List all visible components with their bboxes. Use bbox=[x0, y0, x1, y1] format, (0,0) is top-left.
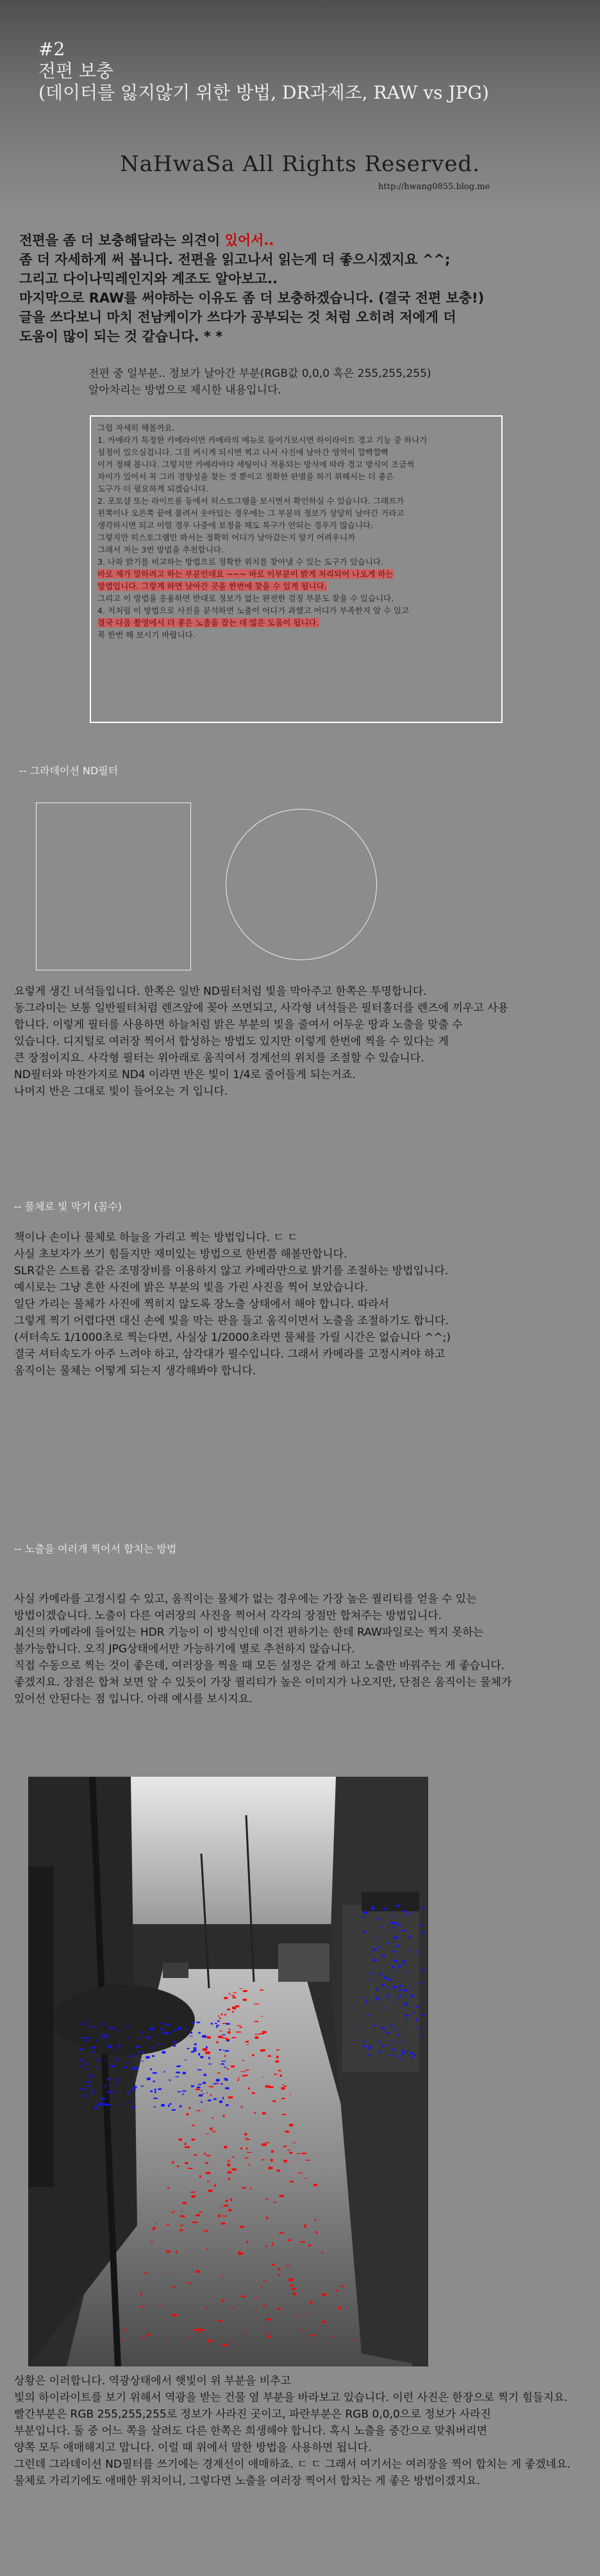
intro-line-5: 글을 쓰다보니 마치 전남케이가 쓰다가 공부되는 것 처럼 오히려 저에게 더 bbox=[19, 310, 456, 325]
header-band bbox=[0, 0, 600, 212]
watermark-brand: NaHwaSa All Rights Reserved. bbox=[119, 151, 481, 177]
block-light-paragraph bbox=[14, 1229, 585, 1379]
quote-line-18: 꼭 한번 해 보시기 바랍니다. bbox=[97, 630, 196, 640]
quote-line-2: 1. 카메라가 특정한 카메라이면 카메라의 메뉴로 들어가보시면 하이라이트 경고 기능 중 하나가 bbox=[97, 435, 428, 445]
after-para-line-6: 그런데 그라데이션 ND필터를 쓰기에는 경계선이 애매하죠. ㄷ ㄷ 그래서 여기서는 여러장을 찍어 합치는 게 좋겠네요. bbox=[14, 2458, 571, 2471]
quote-line-12: 3. 나와 밝기를 비교하는 방법으로 정확한 위치를 찾아낼 수 있는 도구가 있습니다. bbox=[97, 557, 384, 567]
bracket-para-line-2: 방법이겠습니다. 노출이 다른 여러장의 사진을 찍어서 각각의 장점만 합쳐주는 방법입니다. bbox=[14, 1609, 442, 1622]
section-title-bracketing: -- 노출을 여러개 찍어서 합치는 방법 bbox=[14, 1543, 177, 1555]
quote-line-13 bbox=[97, 568, 495, 580]
highlighted-text: 결국 다음 촬영에서 더 좋은 노출을 잡는 데 많은 도움이 됩니다. bbox=[97, 618, 319, 627]
nd-para-line-4: 있습니다. 디지털로 여러장 찍어서 합성하는 방법도 있지만 이렇게 한번에 찍을 수 있다는 게 bbox=[14, 1035, 449, 1048]
block-para-line-2: 사실 초보자가 쓰기 힘들지만 재미있는 방법으로 한번쯤 해볼만합니다. bbox=[14, 1248, 347, 1261]
after-para-line-1: 상황은 이러합니다. 역광상태에서 햇빛이 위 부분을 비추고 bbox=[14, 2375, 291, 2388]
nd-para-line-2: 동그라미는 보통 일반필터처럼 렌즈앞에 꽂아 쓰면되고, 사각형 녀석들은 필터홀더를 렌즈에 끼우고 사용 bbox=[14, 1002, 508, 1015]
quote-line-5: 차이가 있어서 꼭 그러 경향성을 찾는 것 뿐이고 정확한 판별을 하기 위해서는 더 좋은 bbox=[97, 472, 394, 481]
highlighted-text: 바로 제가 말하려고 하는 부분인데요 ~~~ 바로 이부분이 밝게 처리되어 나오게 하는 bbox=[97, 569, 394, 579]
quote-line-1: 그럼 자세히 해볼까요. bbox=[97, 423, 175, 433]
after-para-line-7: 물체로 가리기에도 애매한 위치이니, 그렇다면 노출을 여러장 찍어서 합치는 게 좋은 방법이겠지요. bbox=[14, 2475, 481, 2488]
block-para-line-3: SLR같은 스트롭 같은 조명장비를 이용하지 않고 카메라만으로 밝기를 조절하는 방법입니다. bbox=[14, 1265, 449, 1277]
intro-line-1: 전편을 좀 더 보충해달라는 의견이 있어서.. bbox=[19, 233, 274, 248]
example-explanation-paragraph bbox=[14, 2373, 591, 2489]
bracket-para-line-4: 불가능합니다. 오직 JPG상태에서만 가능하기에 별로 추천하지 않습니다. bbox=[14, 1643, 355, 1656]
intro-red-fragment: 있어서.. bbox=[224, 233, 274, 248]
intro-text bbox=[19, 231, 583, 346]
bracket-para-line-5: 직접 수동으로 찍는 것이 좋은데, 여러장을 찍을 때 모든 설정은 같게 하고 노출만 바꿔주는 게 좋습니다. bbox=[14, 1659, 505, 1672]
nd-para-line-5: 큰 장점이지요. 사각형 필터는 위아래로 움직여서 경계선의 위치를 조절할 수 있습니다. bbox=[14, 1052, 424, 1065]
nd-para-line-6: ND필터와 마찬가지로 ND4 이라면 반은 빛이 1/4로 줄어들게 되는거죠. bbox=[14, 1068, 356, 1081]
quote-line-10: 그렇지만 히스토그램만 봐서는 정확히 어디가 날아갔는지 알기 어려우니까 bbox=[97, 533, 356, 542]
post-title bbox=[38, 38, 489, 104]
quote-line-6: 도구가 더 필요하게 되겠습니다. bbox=[97, 484, 208, 494]
quote-line-14 bbox=[97, 580, 495, 592]
post-subtitle: (데이터를 잃지않기 위한 방법, DR과제조, RAW vs JPG) bbox=[38, 82, 489, 103]
quote-line-11: 그래서 저는 3번 방법을 추천합니다. bbox=[97, 545, 224, 554]
quote-line-17 bbox=[97, 617, 495, 629]
block-para-line-9: 움직이는 물체는 어떻게 되는지 생각해봐야 합니다. bbox=[14, 1365, 256, 1377]
nd-para-line-7: 나머지 반은 그대로 빛이 들어오는 거 입니다. bbox=[14, 1085, 228, 1098]
quote-line-9: 생각하시면 되고 이럴 경우 나중에 보정을 해도 복구가 안되는 경우가 많습니다. bbox=[97, 520, 374, 530]
bracket-para-line-3: 최신의 카메라에 들어있는 HDR 기능이 이 방식인데 이건 편하기는 한데 RAW파일로는 찍지 못하는 bbox=[14, 1626, 484, 1639]
quote-line-4: 이거 정해 봅니다. 그렇지만 카메라마다 세팅이나 적용되는 방식에 따라 경고 방식이 조금씩 bbox=[97, 460, 415, 469]
quote-caption-line-1: 전편 중 일부분.. 정보가 날아간 부분(RGB값 0,0,0 혹은 255,255,255) bbox=[88, 367, 431, 380]
nd-filter-paragraph bbox=[14, 983, 585, 1100]
bracket-para-line-1: 사실 카메라를 고정시킬 수 있고, 움직이는 물체가 없는 경우에는 가장 높은 퀄리티를 얻을 수 있는 bbox=[14, 1593, 477, 1606]
post-number: #2 bbox=[38, 38, 65, 60]
block-para-line-4: 예시로는 그냥 흔한 사진에 밝은 부분의 빛을 가린 사진을 찍어 보았습니다. bbox=[14, 1281, 369, 1294]
block-para-line-5: 일단 가리는 물체가 사진에 찍히지 않도록 장노출 상태에서 해야 합니다. 따라서 bbox=[14, 1298, 389, 1311]
section-title-block-light: -- 물체로 빛 막기 (꼼수) bbox=[14, 1201, 122, 1213]
block-para-line-7: (셔터속도 1/1000초로 찍는다면, 사실상 1/2000초라면 물체를 가릴 시간은 없습니다 ^^;) bbox=[14, 1331, 451, 1344]
nd-para-line-1: 요렇게 생긴 녀석들입니다. 한쪽은 일반 ND필터처럼 빛을 막아주고 한쪽은 투명합니다. bbox=[14, 985, 427, 998]
quoted-excerpt-box bbox=[90, 415, 503, 723]
after-para-line-2: 빛의 하이라이트를 보기 위해서 역광을 받는 건물 옆 부분을 바라보고 있습니다. 이런 사진은 한장으로 찍기 힘들지요. bbox=[14, 2391, 568, 2404]
quote-line-16: 4. 저처럼 이 방법으로 사진을 분석하면 노출이 어디가 과했고 어디가 부족한지 알 수 있고 bbox=[97, 606, 410, 615]
block-para-line-8: 결국 셔터속도가 아주 느려야 하고, 삼각대가 필수입니다. 그래서 카메라를 고정시켜야 하고 bbox=[14, 1348, 446, 1361]
bracket-para-line-7: 있어선 안된다는 점 입니다. 아래 예시를 보시지요. bbox=[14, 1693, 253, 1706]
highlighted-text: 방법입니다. 그렇게 하면 날아간 곳을 한번에 찾을 수 있게 됩니다. bbox=[97, 581, 327, 591]
intro-line-6: 도움이 많이 되는 것 같습니다. * * bbox=[19, 329, 223, 344]
quote-line-8: 왼쪽이나 오른쪽 끝에 몰려서 솟아있는 경우에는 그 부분의 정보가 상당히 날아간 거라고 bbox=[97, 508, 404, 518]
quote-line-7: 2. 포토샵 또는 라이트룸 등에서 히스토그램을 보시면서 확인하실 수 있습니다. 그래프가 bbox=[97, 496, 404, 506]
quote-line-15: 그리고 이 방법을 응용하면 반대로 정보가 없는 완전한 검정 부분도 찾을 수 있습니다. bbox=[97, 594, 394, 603]
after-para-line-5: 양쪽 모두 애매해지고 맙니다. 이럴 때 위에서 말한 방법을 사용하면 됩니다. bbox=[14, 2441, 372, 2454]
block-para-line-1: 책이나 손이나 물체로 하늘을 가리고 찍는 방법입니다. ㄷ ㄷ bbox=[14, 1231, 298, 1244]
example-photo-clipping bbox=[28, 1777, 428, 2366]
watermark-url: http://hwang0855.blog.me bbox=[378, 182, 490, 192]
section-title-nd-filter: -- 그라데이션 ND필터 bbox=[19, 765, 119, 777]
intro-line-4: 마지막으로 RAW를 써야하는 이유도 좀 더 보충하겠습니다. (결국 전편 보충!) bbox=[19, 290, 485, 306]
block-para-line-6: 그렇게 찍기 어렵다면 대신 손에 빛을 막는 판을 들고 움직이면서 노출을 조절하기도 합니다. bbox=[14, 1315, 449, 1327]
example-photo-svg bbox=[28, 1777, 428, 2366]
intro-line-3: 그리고 다이나믹레인지와 계조도 알아보고.. bbox=[19, 271, 278, 287]
post-title-main: 전편 보충 bbox=[38, 60, 114, 81]
round-filter-illustration bbox=[226, 809, 377, 960]
bracket-para-line-6: 좋겠지요. 장점은 합쳐 보면 알 수 있듯이 가장 퀄리티가 높은 이미지가 나오지만, 단점은 움직이는 물체가 bbox=[14, 1676, 512, 1689]
after-para-line-3: 빨간부분은 RGB 255,255,255로 정보가 사라진 곳이고, 파란부분은 RGB 0,0,0으로 정보가 사라진 bbox=[14, 2408, 491, 2421]
after-para-line-4: 부분입니다. 둘 중 어느 쪽을 살려도 다른 한쪽은 희생해야 합니다. 혹시 노출을 중간으로 맞춰버리면 bbox=[14, 2425, 487, 2438]
quote-caption bbox=[88, 365, 537, 399]
quote-line-3: 설정이 있으실겁니다. 그걸 켜시게 되시면 찍고 나서 사진에 날아간 영역이 깜빡깜빡 bbox=[97, 447, 389, 457]
square-filter-illustration bbox=[36, 802, 191, 970]
quote-caption-line-2: 알아차리는 방법으로 제시한 내용입니다. bbox=[88, 384, 281, 397]
intro-line-2: 좀 더 자세하게 써 봅니다. 전편을 읽고나서 읽는게 더 좋으시겠지요 ^^; bbox=[19, 252, 451, 267]
nd-para-line-3: 합니다. 이렇게 필터를 사용하면 하늘처럼 밝은 부분의 빛을 줄여서 어두운 땅과 노출을 맞출 수 bbox=[14, 1018, 463, 1031]
bracketing-paragraph bbox=[14, 1591, 585, 1708]
